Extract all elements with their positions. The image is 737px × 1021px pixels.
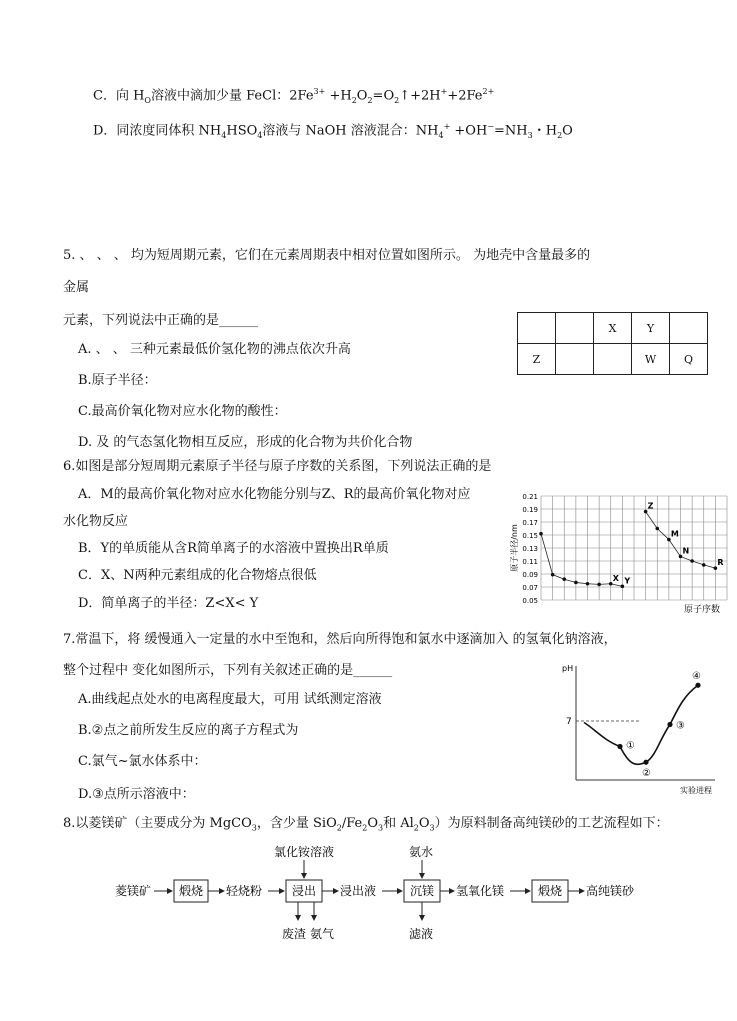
ph-point — [695, 683, 700, 688]
y-tick-label: 0.19 — [522, 506, 538, 514]
radius-chart — [505, 488, 737, 614]
y-tick-label: 0.21 — [522, 493, 538, 501]
y-tick-label: 0.13 — [522, 545, 538, 553]
q7-stem-line1: 7.常温下，将 缓慢通入一定量的水中至饱和，然后向所得饱和氯水中逐滴加入 的氢氧化钠溶液， — [63, 632, 617, 647]
data-point — [551, 573, 555, 577]
cell: X — [594, 313, 632, 344]
q5-option-b: B.原子半径： — [78, 373, 157, 388]
q7-option-d: D.③点所示溶液中： — [78, 787, 195, 802]
data-point — [690, 559, 694, 563]
flow-leachate: 浸出液 — [340, 884, 377, 898]
flow-raw: 菱镁矿 — [115, 884, 152, 898]
q7-stem-line2: 整个过程中 变化如图所示，下列有关叙述正确的是______ — [63, 663, 393, 678]
q7-option-c: C.氯气~氯水体系中： — [78, 754, 207, 769]
data-point — [586, 582, 590, 586]
ph-point — [667, 722, 672, 727]
q5-stem-line3: 元素，下列说法中正确的是______ — [63, 313, 259, 328]
flow-mgoh: 氢氧化镁 — [456, 884, 505, 898]
q4-option-d: D．同浓度同体积 $NH_4HSO_4$溶液与 NaOH 溶液混合：$NH_4^+ +OH^-=NH_3$・$H_2O$ — [93, 122, 573, 140]
q8-stem: 8.以菱镁矿（主要成分为 MgCO$_3$，含少量 $SiO_2/Fe_2O_3$和 $Al_2O_3$）为原料制备高纯镁砂的工艺流程如下： — [63, 816, 669, 833]
q5-option-c: C.最高价氧化物对应水化物的酸性： — [78, 404, 287, 419]
process-flowchart — [110, 842, 710, 952]
ph-point-label: ① — [626, 740, 635, 752]
y-axis-label: 原子半径/nm — [510, 524, 519, 572]
q5-option-d: D. 及 的气态氢化物相互反应，形成的化合物为共价化合物 — [78, 435, 413, 450]
flow-product: 高纯镁砂 — [586, 884, 635, 898]
flow-nh4cl: 氯化铵溶液 — [274, 845, 335, 859]
point-label: Y — [624, 576, 631, 586]
flow-filtrate: 滤液 — [409, 927, 434, 941]
y-tick-label: 0.11 — [522, 558, 538, 566]
q6-option-d: D．简单离子的半径：Z<X< Y — [78, 596, 259, 611]
q7-option-b: B.②点之前所发生反应的离子方程式为 — [78, 723, 299, 738]
cell: W — [632, 344, 670, 375]
q5-stem-line2: 金属 — [63, 280, 90, 295]
ph-chart — [560, 660, 720, 800]
point-label: R — [717, 558, 724, 568]
cell — [518, 313, 556, 344]
flow-residue: 废渣 — [282, 927, 307, 941]
q6-stem: 6.如图是部分短周期元素原子半径与原子序数的关系图，下列说法正确的是 — [63, 459, 492, 474]
y-tick-label: 0.09 — [522, 571, 538, 579]
q6-option-c: C．X、N两种元素组成的化合物熔点很低 — [78, 568, 317, 583]
q4-option-c: C．向 $H_O$溶液中滴加少量 FeCl：$2Fe^{3+}$ $+H_2O_2=O_2↑+2H^++2Fe^{2+}$ — [93, 87, 495, 105]
flow-leach: 浸出 — [292, 884, 317, 898]
y-tick-label: 0.17 — [522, 519, 538, 527]
cell — [670, 313, 708, 344]
flow-calcine2: 煅烧 — [538, 884, 563, 898]
data-point — [702, 563, 706, 567]
ph-point-label: ② — [642, 768, 651, 780]
ph-point — [617, 744, 622, 749]
point-label: X — [612, 573, 619, 583]
ref-label: 7 — [566, 717, 572, 727]
flow-ammonia-out: 氨气 — [310, 927, 335, 941]
flow-precip: 沉镁 — [410, 884, 435, 898]
q7-option-a: A.曲线起点处水的电离程度最大，可用 试纸测定溶液 — [78, 692, 382, 707]
flow-ammonia-in: 氨水 — [409, 845, 434, 859]
x-axis-label: 原子序数 — [683, 605, 720, 614]
x-axis-label: 实验进程 — [680, 786, 712, 795]
point-label: N — [682, 546, 690, 556]
ph-point-label: ③ — [676, 720, 685, 732]
cell — [556, 313, 594, 344]
periodic-table-fragment — [517, 312, 708, 375]
y-tick-label: 0.05 — [522, 597, 538, 605]
cell — [556, 344, 594, 375]
cell: Z — [518, 344, 556, 375]
flow-calcine1: 煅烧 — [179, 884, 204, 898]
data-point — [562, 577, 566, 581]
ph-point — [643, 760, 648, 765]
q6-option-a-line2: 水化物反应 — [63, 514, 129, 529]
y-axis-label: pH — [562, 664, 574, 673]
point-label: Z — [647, 501, 654, 511]
q6-option-a-line1: A．M的最高价氧化物对应水化物能分别与Z、R的最高价氧化物对应 — [78, 487, 471, 502]
cell — [594, 344, 632, 375]
series-line — [541, 534, 622, 587]
cell: Q — [670, 344, 708, 375]
q5-stem-line1: 5. 、 、 、 均为短周期元素，它们在元素周期表中相对位置如图所示。 为地壳中含量最多的 — [63, 248, 591, 263]
data-point — [574, 581, 578, 585]
y-tick-label: 0.07 — [522, 584, 538, 592]
data-point — [655, 527, 659, 531]
y-tick-label: 0.15 — [522, 532, 538, 540]
cell: Y — [632, 313, 670, 344]
flow-light: 轻烧粉 — [226, 884, 263, 898]
data-point — [539, 532, 543, 536]
point-label: M — [670, 529, 679, 539]
q5-option-a: A. 、 、 三种元素最低价氢化物的沸点依次升高 — [78, 342, 351, 357]
q6-option-b: B．Y的单质能从含R简单离子的水溶液中置换出R单质 — [78, 541, 389, 556]
data-point — [597, 583, 601, 587]
ph-point-label: ④ — [692, 671, 701, 683]
